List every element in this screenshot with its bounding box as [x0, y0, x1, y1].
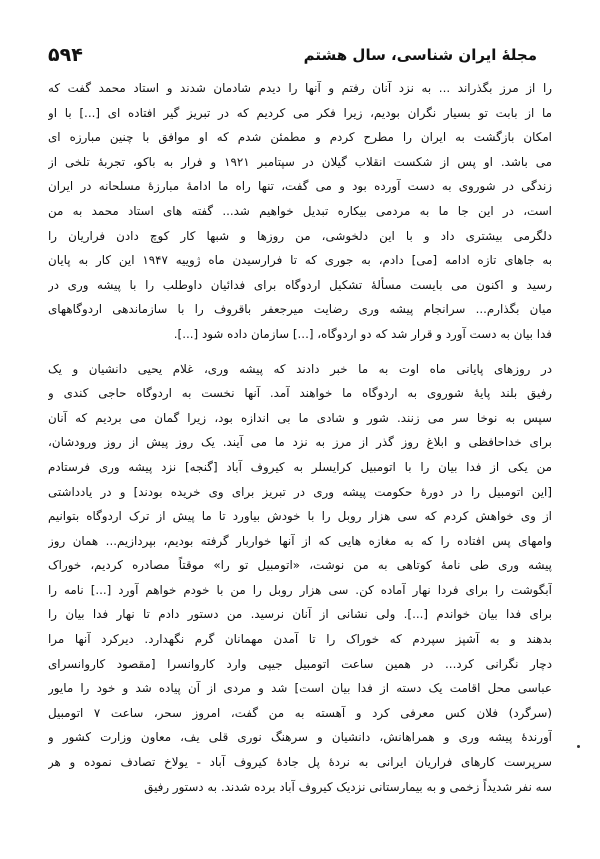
- body-text: [48, 76, 552, 799]
- text-line: دلگرمی بیشتری داد و با این دلخوشی، من روزها و شبها کار کوچ دادن فراریان را: [48, 228, 552, 243]
- text-line: است، در این جا ما به مردمی بیکاره تبدیل خواهیم شد... گفته های استاد محمد به من: [48, 203, 552, 218]
- paragraph-break: [48, 347, 552, 357]
- text-line: را از مرز بگذراند ... به نزد آنان رفتم و آنها را دیدم شادمان شدند و استاد محمد گفت که: [48, 81, 552, 95]
- text-line: من یکی از فدا بیان را با اتومبیل کرایسلر به کیروف آباد [گنجه] نزد پیشه وری فرستادم: [48, 459, 552, 474]
- text-line: سه نفر شدیداً زخمی و به بیمارستانی نزدیک کیروف آباد برده شدند. به دستور رفیق: [144, 779, 552, 794]
- text-line: فدا بیان به دست آورد و قرار شد که دو اردوگاه، [...] سازمان داده شود [...].: [173, 326, 552, 341]
- text-line: رسید و اکنون می بایست مسألهٔ تشکیل اردوگاه برای فدائیان داوطلب را با پیشه وری در: [48, 277, 552, 292]
- text-line: می باشد. او پس از شکست انقلاب گیلان در سپتامبر ۱۹۲۱ و فرار به باکو، تجربهٔ تلخی از: [48, 154, 552, 169]
- paragraph-1: [48, 76, 552, 347]
- text-line: عباسی محل اقامت یک دسته از فدا بیان است] شد و مردی از آن پیاده شد و خود را مایور: [48, 681, 552, 696]
- text-line: امکان بازگشت به ایران را مطرح کردم و مطمئن شدم که او موافق با چنین مبارزه ای: [48, 130, 552, 145]
- text-line: (سرگرد) فلان کس معرفی کرد و آهسته به من گفت، امروز سحر، ساعت ۷ اتومبیل: [48, 705, 552, 720]
- text-line: میان بگذارم... سرانجام پیشه وری رضایت میرجعفر باقروف را با سازماندهی اردوگاههای: [48, 302, 552, 317]
- text-line: وامهای پس افتاده را که به مغازه هایی که از آنها خواربار گرفته بودیم، بپردازیم... همان روز: [48, 533, 552, 548]
- paragraph-2: [48, 357, 552, 800]
- text-line: سپس به نوخا سر می زنند. شور و شادی ما بی اندازه بود، زیرا گمان می بردیم که آنان: [48, 410, 552, 425]
- text-line: به جاهای تازه ادامه [می] دادم، به جوری که تا فرارسیدن ماه ژوییه ۱۹۴۷ این کار به پایان: [48, 253, 552, 268]
- page-header: [48, 40, 537, 70]
- text-line: دچار نگرانی کرد... در همین ساعت اتومبیل جیپی وارد کاروانسرا [مقصود کاروانسرای: [48, 656, 552, 671]
- text-line: در روزهای پایانی ماه اوت به ما خبر دادند که پیشه وری، غلام یحیی دانشیان و یک: [48, 361, 552, 376]
- text-line: پیشه وری طی نامهٔ کوتاهی به من نوشت، «اتومبیل تو را» موقتاً مصادره کردیم، خوراک: [48, 558, 552, 573]
- text-line: ما از بابت تو بسیار نگران بودیم، زیرا فکر می کردیم که در تبریز گیر افتاده ای [...] با او: [48, 105, 552, 120]
- journal-title: مجلهٔ ایران شناسی، سال هشتم: [303, 46, 537, 64]
- page-number: ۵۹۴: [48, 44, 83, 66]
- text-line: بدهند و به آشپز سپردم که خوراک را تا آمدن مهمانان گرم نگهدارد. دیرکرد آنها مرا: [48, 632, 552, 647]
- margin-dot: [577, 745, 580, 748]
- text-line: زندگی در شوروی به دست آورده بود و می گفت، تنها راه ما ادامهٔ مبارزهٔ مسلحانه در ایران: [48, 179, 552, 194]
- text-line: سرپرست کارهای فراریان ایرانی به نردهٔ پل جادهٔ کیروف آباد - یولاخ تصادف نموده و هر: [48, 755, 552, 770]
- text-line: برای خداحافظی و ابلاغ روز گذر از مرز به نزد ما می آیند. یک روز پیش از روز ورودشان،: [48, 435, 552, 450]
- text-line: [این اتومبیل را در دورهٔ حکومت پیشه وری در تبریز برای وی خریده بودند] و در یادداشتی: [48, 484, 552, 499]
- text-line: برای فدا بیان خواندم [...]. ولی نشانی از آنان نرسید. من دستور دادم تا نهار فدا بیان را: [48, 607, 552, 622]
- text-line: از وی خواهش کردم که سی هزار روبل را با خودش بیاورد تا ما پیش از ترک اردوگاه بتوانیم: [48, 509, 552, 524]
- text-line: آبگوشت را برای فردا نهار آماده کن. سی هزار روبل را من با خودم خواهم آورد [...] نامه را: [48, 582, 552, 597]
- text-line: رفیق بلند پایهٔ شوروی به اردوگاه ما خواهند آمد. آنها نخست به اردوگاه حاجی کندی و: [48, 386, 552, 401]
- text-line: آورندهٔ پیشه وری و همراهانش، دانشیان و سرهنگ نوری قلی یف، معاون وزارت کشور و: [48, 730, 552, 745]
